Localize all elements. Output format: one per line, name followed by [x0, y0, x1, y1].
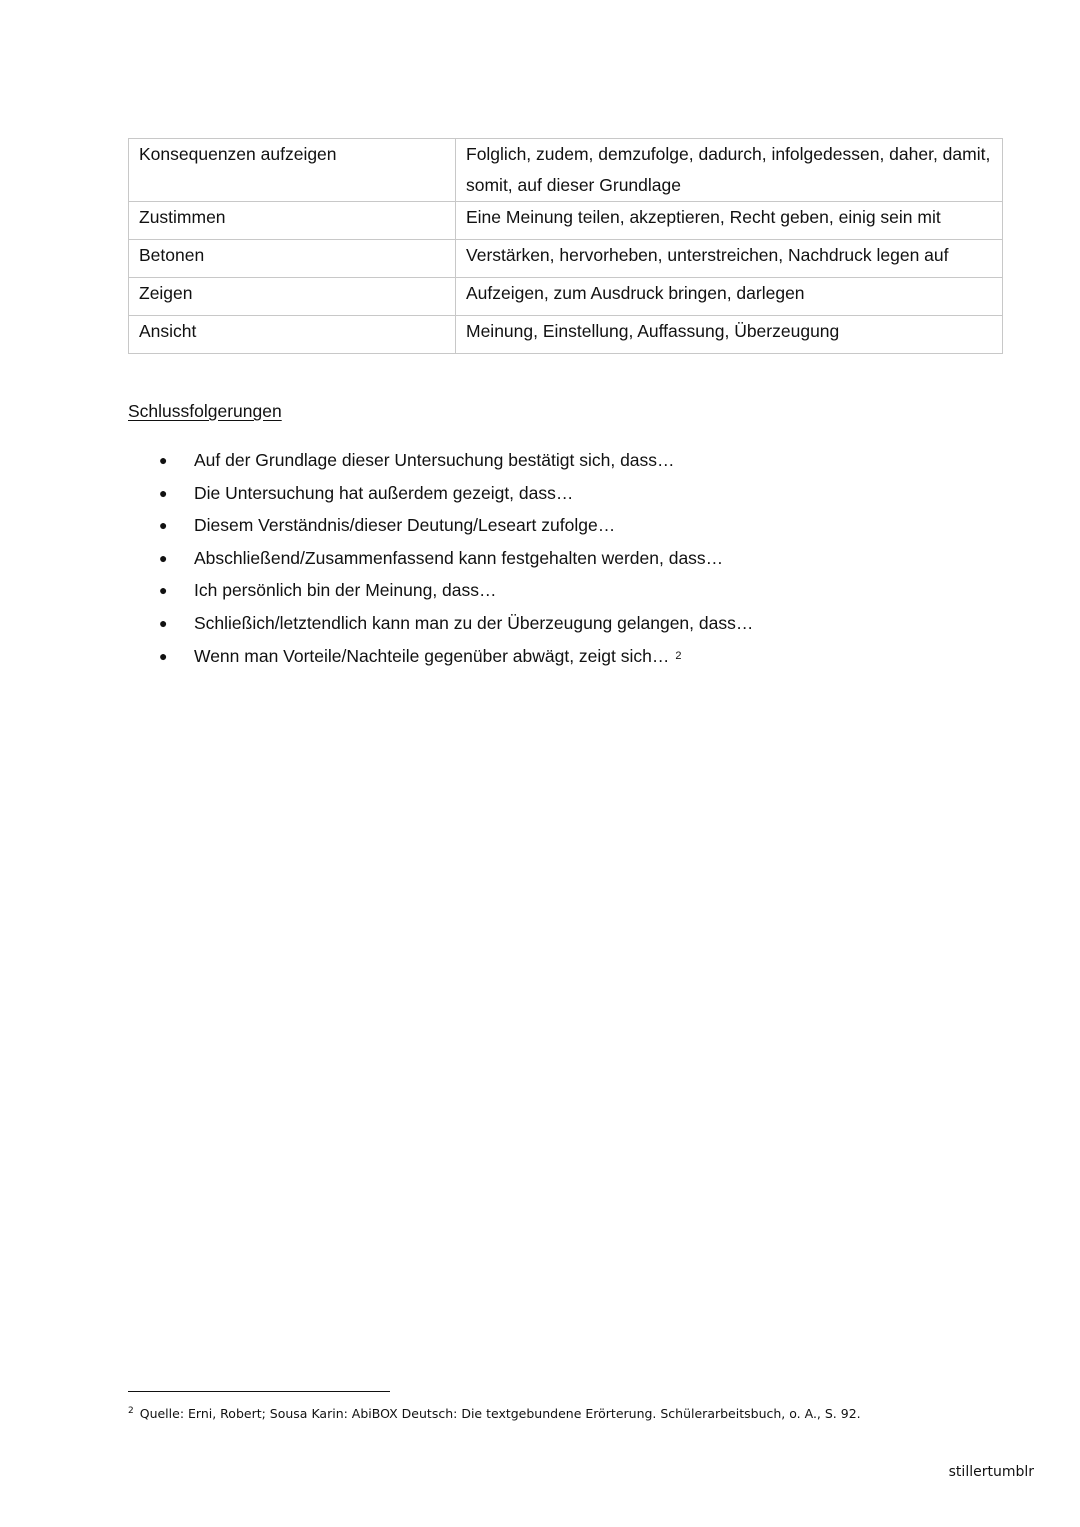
list-item-text: Ich persönlich bin der Meinung, dass…	[194, 580, 497, 601]
table-row	[129, 139, 1003, 202]
term-cell: Zeigen	[129, 278, 456, 316]
footnote-mark: 2	[128, 1406, 134, 1416]
phrases-cell: Eine Meinung teilen, akzeptieren, Recht geben, einig sein mit	[456, 202, 1003, 240]
list-item-text: Abschließend/Zusammenfassend kann festgehalten werden, dass…	[194, 547, 724, 568]
phrases-cell: Meinung, Einstellung, Auffassung, Überzeugung	[456, 316, 1003, 354]
list-item-text: Diesem Verständnis/dieser Deutung/Leseart zufolge…	[194, 515, 616, 536]
list-item-text: Auf der Grundlage dieser Untersuchung bestätigt sich, dass…	[194, 450, 675, 470]
list-item	[159, 544, 753, 577]
bullet-icon: ●	[159, 452, 168, 468]
footnote	[128, 1406, 861, 1421]
list-item	[159, 642, 753, 675]
watermark: stillertumblr	[948, 1464, 1034, 1480]
list-item	[159, 479, 753, 512]
term-cell: Zustimmen	[129, 202, 456, 240]
term-cell: Ansicht	[129, 316, 456, 354]
footnote-separator	[128, 1391, 390, 1392]
term-cell: Konsequenzen aufzeigen	[129, 139, 456, 202]
list-item-text: Schließich/letztendlich kann man zu der Überzeugung gelangen, dass…	[194, 612, 754, 633]
table-row	[129, 240, 1003, 278]
phrases-cell: Folglich, zudem, demzufolge, dadurch, infolgedessen, daher, damit, somit, auf dieser Grundlage	[456, 139, 1003, 202]
bullet-list	[159, 446, 753, 674]
footnote-reference[interactable]: 2	[675, 649, 682, 662]
footnote-text: Quelle: Erni, Robert; Sousa Karin: AbiBOX Deutsch: Die textgebundene Erörterung. Schülerarbeitsbuch, o. A., S. 92.	[139, 1406, 861, 1422]
term-cell: Betonen	[129, 240, 456, 278]
list-item	[159, 609, 753, 642]
bullet-icon: ●	[159, 549, 168, 566]
bullet-icon: ●	[159, 647, 168, 664]
table-row	[129, 278, 1003, 316]
table-row	[129, 316, 1003, 354]
list-item-text: Wenn man Vorteile/Nachteile gegenüber abwägt, zeigt sich…	[194, 645, 670, 666]
section-heading: Schlussfolgerungen	[128, 401, 282, 421]
bullet-icon: ●	[159, 484, 168, 501]
list-item	[159, 446, 753, 479]
list-item	[159, 576, 753, 609]
bullet-icon: ●	[159, 517, 168, 534]
phrases-cell: Verstärken, hervorheben, unterstreichen, Nachdruck legen auf	[456, 240, 1003, 278]
bullet-icon: ●	[159, 582, 168, 599]
list-item-text: Die Untersuchung hat außerdem gezeigt, dass…	[194, 482, 574, 503]
bullet-icon: ●	[159, 614, 168, 631]
phrase-table	[128, 138, 1003, 354]
phrases-cell: Aufzeigen, zum Ausdruck bringen, darlegen	[456, 278, 1003, 316]
list-item	[159, 511, 753, 544]
table-row	[129, 202, 1003, 240]
